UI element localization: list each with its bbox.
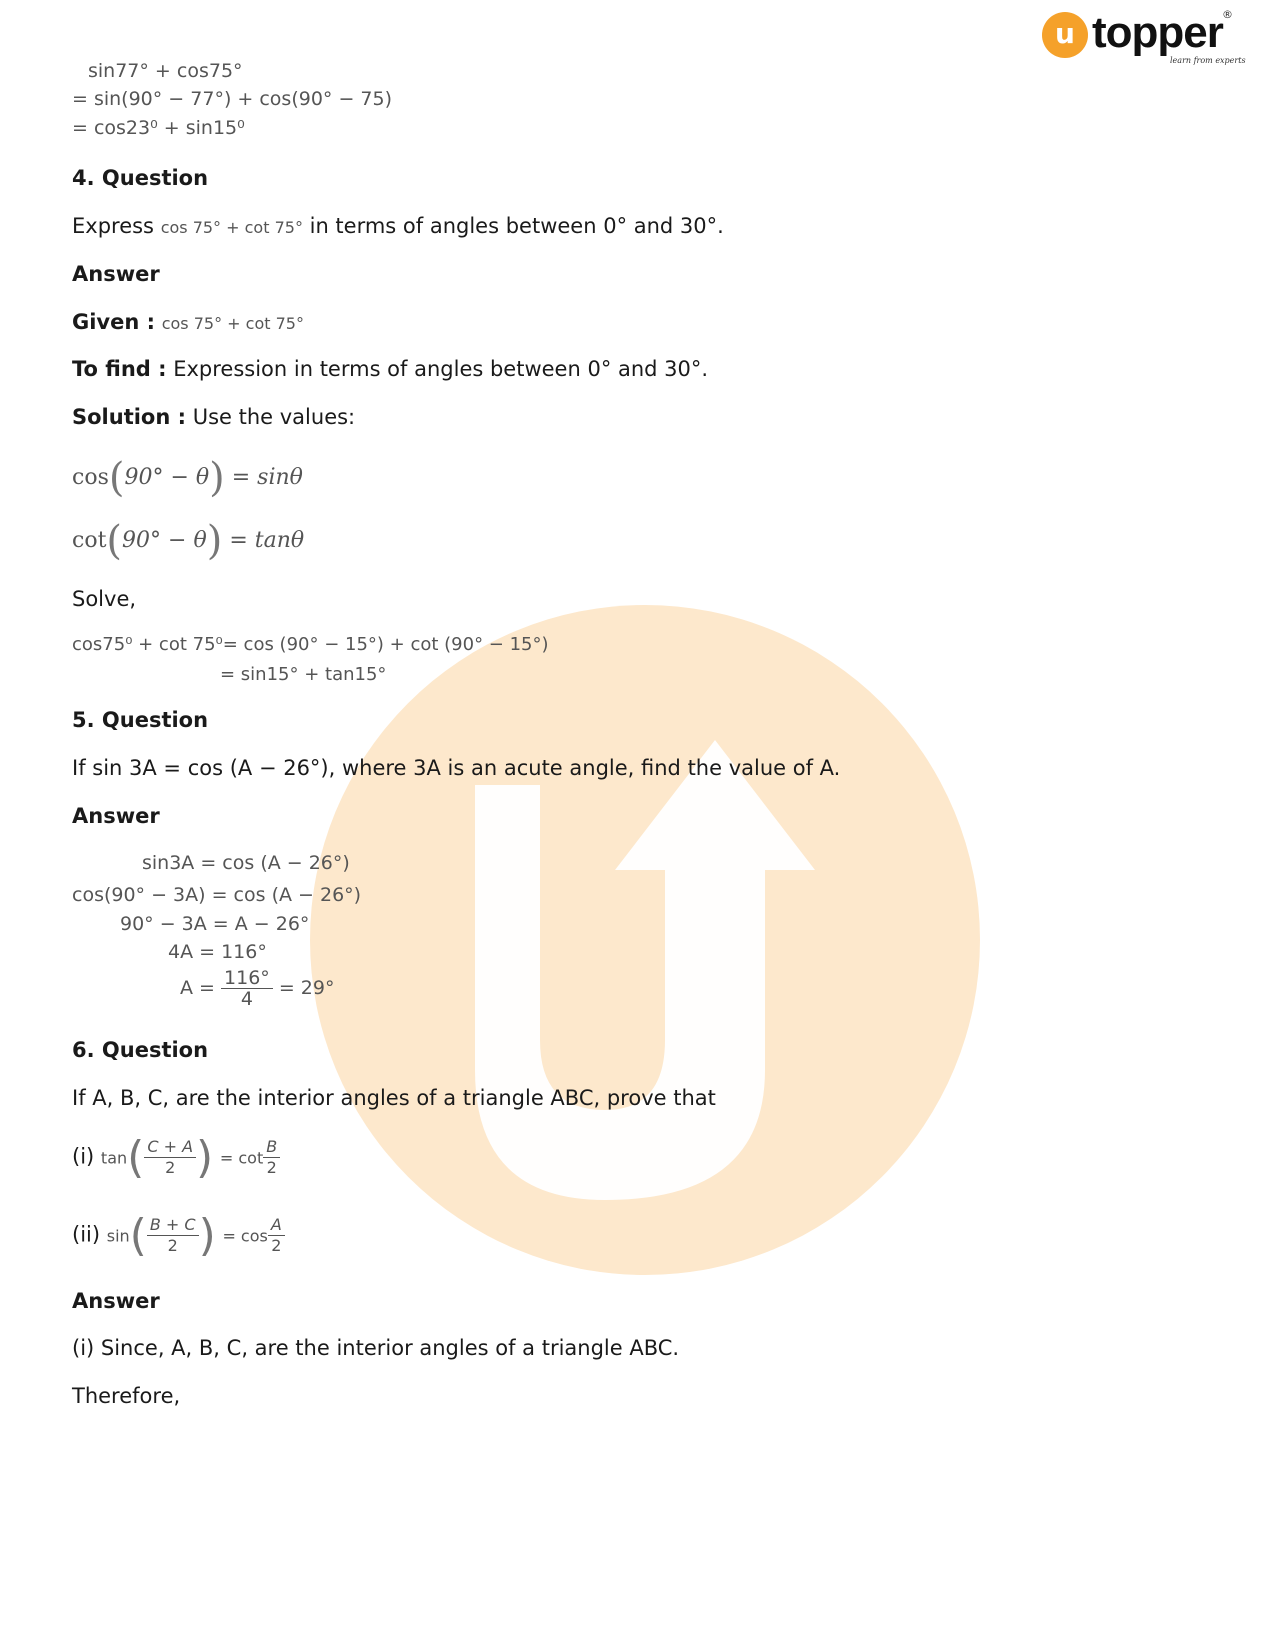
q6-part-1-fn: tan [100,1148,128,1168]
q4-identity-2-rhs: = tanθ [229,528,305,553]
q6-part-2-rhs-fraction [268,1215,285,1256]
q4-identity-2-fn: cot [72,528,107,553]
brand-logo [1042,8,1246,70]
q4-solution-label: Solution : [72,405,187,429]
q4-identity-1-inner: 90° − θ [124,465,210,490]
q6-heading: 6. Question [72,1038,209,1062]
q4-heading: 4. Question [72,166,209,190]
q4-solve-label: Solve, [72,587,137,611]
q4-solution-text: Use the values: [186,405,356,429]
logo-registered-mark: ® [1222,8,1233,21]
q6-part-1-fraction [144,1137,196,1178]
top-solution-line-2: = sin(90° − 77°) + cos(90° − 75) [72,88,393,110]
q6-prompt: If A, B, C, are the interior angles of a triangle ABC, prove that [72,1086,716,1110]
q6-part-2-rhs-num: A [268,1215,285,1236]
q5-step-5-num: 116° [221,968,273,989]
q4-prompt-before: Express [72,214,161,238]
q6-answer-label: Answer [72,1289,160,1313]
q5-step-5-den: 4 [240,988,253,1010]
q4-prompt [72,214,724,238]
q6-part-1-rhs-num: B [263,1137,280,1158]
q4-prompt-after: in terms of angles between 0° and 30°. [302,214,724,238]
q4-identity-1-fn: cos [72,465,109,490]
watermark-logo [305,600,985,1280]
q6-part-2-label: (ii) [72,1222,101,1247]
q6-part-2-den: 2 [167,1236,178,1255]
q5-step-1: sin3A = cos (A − 26°) [142,852,350,874]
q5-heading: 5. Question [72,708,209,732]
logo-tagline: learn from experts [1170,56,1246,65]
q4-tofind-label: To find : [72,357,167,381]
q5-step-5-fraction [221,968,273,1009]
q4-identity-2-inner: 90° − θ [122,528,207,553]
q6-part-1-rhs-fraction [263,1137,280,1178]
q6-part-2-num: B + C [147,1215,199,1236]
q5-answer-label: Answer [72,804,160,828]
q4-given-label: Given : [72,310,156,334]
q6-answer-line-2: Therefore, [72,1384,181,1408]
q6-part-2: (ii) sin( $\frac{B + C}{2}$ ) = cos $\frac{A}{2}$ [72,1210,285,1261]
q4-given-expr: cos 75° + cot 75° [161,314,304,333]
q4-solve-line-2: = sin15° + tan15° [220,664,387,685]
q5-prompt: If sin 3A = cos (A − 26°), where 3A is an acute angle, find the value of A. [72,756,841,780]
q4-given [72,310,304,334]
q5-step-5 [180,968,334,1009]
q6-part-2-fraction [147,1215,199,1256]
q6-answer-line-1: (i) Since, A, B, C, are the interior angles of a triangle ABC. [72,1336,680,1360]
logo-mark-icon: u [1042,12,1088,58]
q4-tofind-text: Expression in terms of angles between 0° and 30°. [166,357,709,381]
q6-part-1-den: 2 [165,1158,176,1177]
q6-part-2-fn: sin [106,1226,130,1246]
q6-part-1-label: (i) [72,1144,95,1169]
q5-step-3: 90° − 3A = A − 26° [120,913,310,935]
q5-step-4: 4A = 116° [168,941,267,963]
top-solution-line-3: = cos23⁰ + sin15⁰ [72,117,245,139]
q4-solve-line-1: cos75⁰ + cot 75⁰= cos (90° − 15°) + cot (90° − 15°) [72,634,549,655]
q5-step-2: cos(90° − 3A) = cos (A − 26°) [72,884,362,906]
q4-answer-label: Answer [72,262,160,286]
q5-step-5-lhs: A = [180,977,215,999]
q5-step-5-rhs: = 29° [278,977,335,999]
q4-identity-2: cot(90° − θ) = tanθ [72,518,305,564]
q4-prompt-expr: cos 75° + cot 75° [160,218,303,237]
q4-identity-1: cos(90° − θ) = sinθ [72,455,303,501]
q6-part-1: (i) tan( $\frac{C + A}{2}$ ) = cot $\frac{B}{2}$ [72,1132,280,1183]
q4-identity-1-rhs: = sinθ [231,465,303,490]
q6-part-2-rhs-fn: = cos [222,1226,268,1246]
q6-part-1-num: C + A [144,1137,196,1158]
q6-part-1-rhs-fn: = cot [219,1148,264,1168]
top-solution-line-1: sin77° + cos75° [88,60,243,82]
q6-part-2-rhs-den: 2 [271,1236,282,1255]
q4-tofind [72,357,708,381]
q4-solution [72,405,355,429]
q6-part-1-rhs-den: 2 [266,1158,277,1177]
logo-wordmark: topper [1092,8,1223,57]
